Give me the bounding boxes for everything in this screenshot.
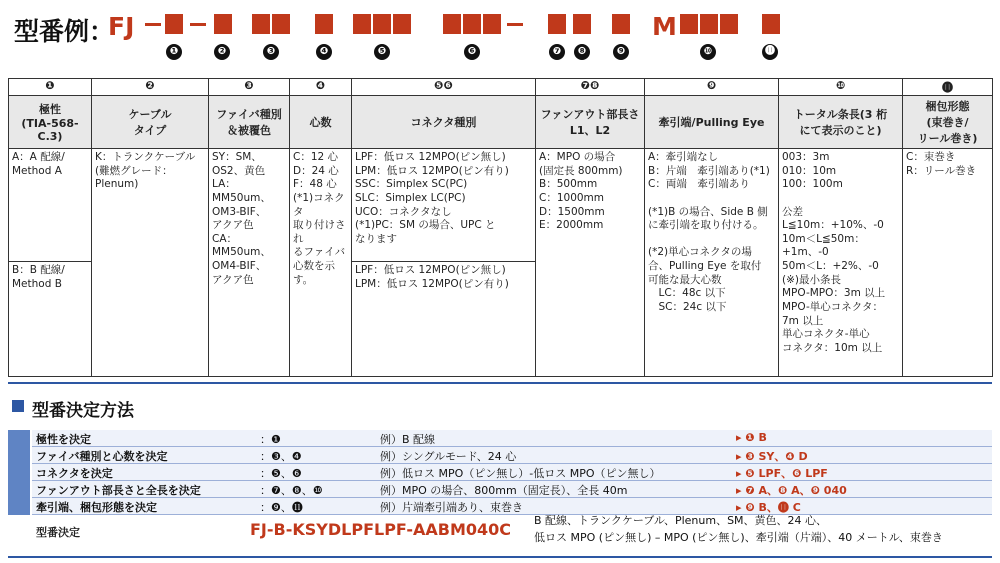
step-result: ▸ ❸ SY、❹ D: [736, 450, 808, 463]
model-m-letter: M: [652, 12, 677, 41]
step-chevron: [8, 430, 30, 447]
final-label: 型番決定: [36, 526, 80, 539]
column-number: ❺❻: [352, 79, 536, 96]
column-number: ❿: [779, 79, 903, 96]
code-box: [483, 14, 501, 34]
code-box: [720, 14, 738, 34]
header-fiber-count: 心数: [290, 96, 352, 149]
model-prefix: FJ: [108, 12, 135, 41]
code-box: [443, 14, 461, 34]
cell-total-length: 003：3m 010：10m 100：100m 公差 L≦10m：+10%、-0 10m＜L≦50m： +1m、-0 50m＜L：+2%、-0 (※)最小条長 MPO-MPO：3m 以上 MPO-単心コネクタ： 7m 以上 単心コネクタ-単心 コネクタ：10m 以上: [779, 149, 903, 377]
section-title: 型番決定方法: [32, 401, 134, 421]
code-box: [573, 14, 591, 34]
cell-pulling-eye: A：牽引端なし B：片端 牽引端あり(*1) C：両端 牽引端あり (*1)B の場合、Side B 側 に牽引端を取り付ける。 (*2)単心コネクタの場 合、Pulling Eye を取付 可能な最大心数 LC：48c 以下 SC：24c 以下: [645, 149, 779, 377]
header-cable-type: ケーブル タイプ: [92, 96, 209, 149]
final-model-code: FJ-B-KSYDLPFLPF-AABM040C: [250, 520, 512, 539]
step-chevron: [8, 481, 30, 498]
code-box: [463, 14, 481, 34]
code-box: [393, 14, 411, 34]
step-chevron: [8, 498, 30, 515]
dash-mark: [507, 23, 523, 26]
position-number: ❹: [316, 44, 332, 60]
code-box: [165, 14, 183, 34]
header-fiber-type: ファイバ種別 ＆被覆色: [209, 96, 290, 149]
step-row: [8, 430, 992, 447]
step-chevron: [8, 447, 30, 464]
cell-fanout-length: A：MPO の場合 (固定長 800mm) B：500mm C：1000mm D：1500mm E：2000mm: [536, 149, 645, 377]
position-number: ❽: [574, 44, 590, 60]
cell-connector-top: LPF：低ロス 12MPO(ピン無し) LPM：低ロス 12MPO(ピン有り) SSC：Simplex SC(PC) SLC：Simplex LC(PC) UCO：コネクタなし (*1)PC：SM の場合、UPC と なります: [352, 149, 536, 262]
divider-rule: [8, 382, 992, 384]
step-label: 極性を決定: [36, 433, 91, 446]
column-number: ❾: [645, 79, 779, 96]
position-number: ❼: [549, 44, 565, 60]
cell-fiber-count: C：12 心 D：24 心 F：48 心 (*1)コネクタ 取り付けされ るファイバ 心数を示す。: [290, 149, 352, 377]
step-refs: ：❾、⓫: [260, 501, 303, 514]
step-example: 例）シングルモード、24 心: [380, 450, 517, 463]
column-number: ❶: [9, 79, 92, 96]
position-number: ❷: [214, 44, 230, 60]
code-box: [700, 14, 718, 34]
header-polarity: 極性 (TIA-568-C.3): [9, 96, 92, 149]
step-example: 例）片端牽引端あり、束巻き: [380, 501, 523, 514]
column-number: ⓫: [903, 79, 993, 96]
code-box: [252, 14, 270, 34]
header-fanout-length: ファンアウト部長さ L1、L2: [536, 96, 645, 149]
step-refs: ：❶: [260, 433, 281, 446]
position-number: ⓫: [762, 44, 778, 60]
code-box: [762, 14, 780, 34]
dash-mark: [145, 23, 161, 26]
column-number: ❷: [92, 79, 209, 96]
cell-polarity-a: A：A 配線/ Method A: [9, 149, 92, 262]
cell-cable-type: K：トランクケーブル (難燃グレード： Plenum): [92, 149, 209, 377]
step-result: ▸ ❼ A、❽ A、❾ 040: [736, 484, 847, 497]
column-number: ❼❽: [536, 79, 645, 96]
step-label: ファンアウト部長さと全長を決定: [36, 484, 201, 497]
step-result: ▸ ❺ LPF、❻ LPF: [736, 467, 828, 480]
code-box: [353, 14, 371, 34]
step-label: 牽引端、梱包形態を決定: [36, 501, 157, 514]
position-number: ❾: [613, 44, 629, 60]
final-description: B 配線、トランクケーブル、Plenum、SM、黄色、24 心、 低ロス MPO (ピン無し) – MPO (ピン無し)、牽引端（片端）、40 メートル、束巻き: [534, 514, 943, 544]
position-number: ❸: [263, 44, 279, 60]
cell-polarity-b: B：B 配線/ Method B: [9, 262, 92, 377]
step-row: [8, 464, 992, 481]
code-box: [680, 14, 698, 34]
code-box: [315, 14, 333, 34]
header-pulling-eye: 牽引端/Pulling Eye: [645, 96, 779, 149]
cell-packaging: C：束巻き R：リール巻き: [903, 149, 993, 377]
cell-connector-bottom: LPF：低ロス 12MPO(ピン無し) LPM：低ロス 12MPO(ピン有り): [352, 262, 536, 377]
step-row: [8, 481, 992, 498]
model-example-title: 型番例：: [14, 17, 115, 46]
step-refs: ：❸、❹: [260, 450, 302, 463]
column-number: ❸: [209, 79, 290, 96]
header-total-length: トータル条長(3 桁 にて表示のこと): [779, 96, 903, 149]
spec-table: [8, 78, 993, 377]
step-chevron: [8, 464, 30, 481]
step-refs: ：❺、❻: [260, 467, 302, 480]
code-box: [548, 14, 566, 34]
step-example: 例）MPO の場合、800mm（固定長）、全長 40m: [380, 484, 628, 497]
step-result: ▸ ❶ B: [736, 431, 767, 444]
position-number: ❺: [374, 44, 390, 60]
position-number: ❻: [464, 44, 480, 60]
step-example: 例）低ロス MPO（ピン無し）-低ロス MPO（ピン無し）: [380, 467, 661, 480]
bottom-rule: [8, 556, 992, 558]
code-box: [612, 14, 630, 34]
header-packaging: 梱包形態 (束巻き/ リール巻き): [903, 96, 993, 149]
dash-mark: [190, 23, 206, 26]
step-example: 例）B 配線: [380, 433, 436, 446]
column-number: ❹: [290, 79, 352, 96]
step-background: [32, 430, 992, 447]
step-row: [8, 447, 992, 464]
step-result: ▸ ❾ B、⓫ C: [736, 501, 801, 514]
code-box: [214, 14, 232, 34]
code-box: [272, 14, 290, 34]
code-box: [373, 14, 391, 34]
section-marker: [12, 400, 24, 412]
header-connector-type: コネクタ種別: [352, 96, 536, 149]
position-number: ❶: [166, 44, 182, 60]
cell-fiber-type: SY：SM、 OS2、黄色 LA： MM50um、 OM3-BIF、 アクア色 CA： MM50um、 OM4-BIF、 アクア色: [209, 149, 290, 377]
position-number: ❿: [700, 44, 716, 60]
step-label: コネクタを決定: [36, 467, 113, 480]
step-label: ファイバ種別と心数を決定: [36, 450, 168, 463]
step-refs: ：❼、❽、❿: [260, 484, 323, 497]
